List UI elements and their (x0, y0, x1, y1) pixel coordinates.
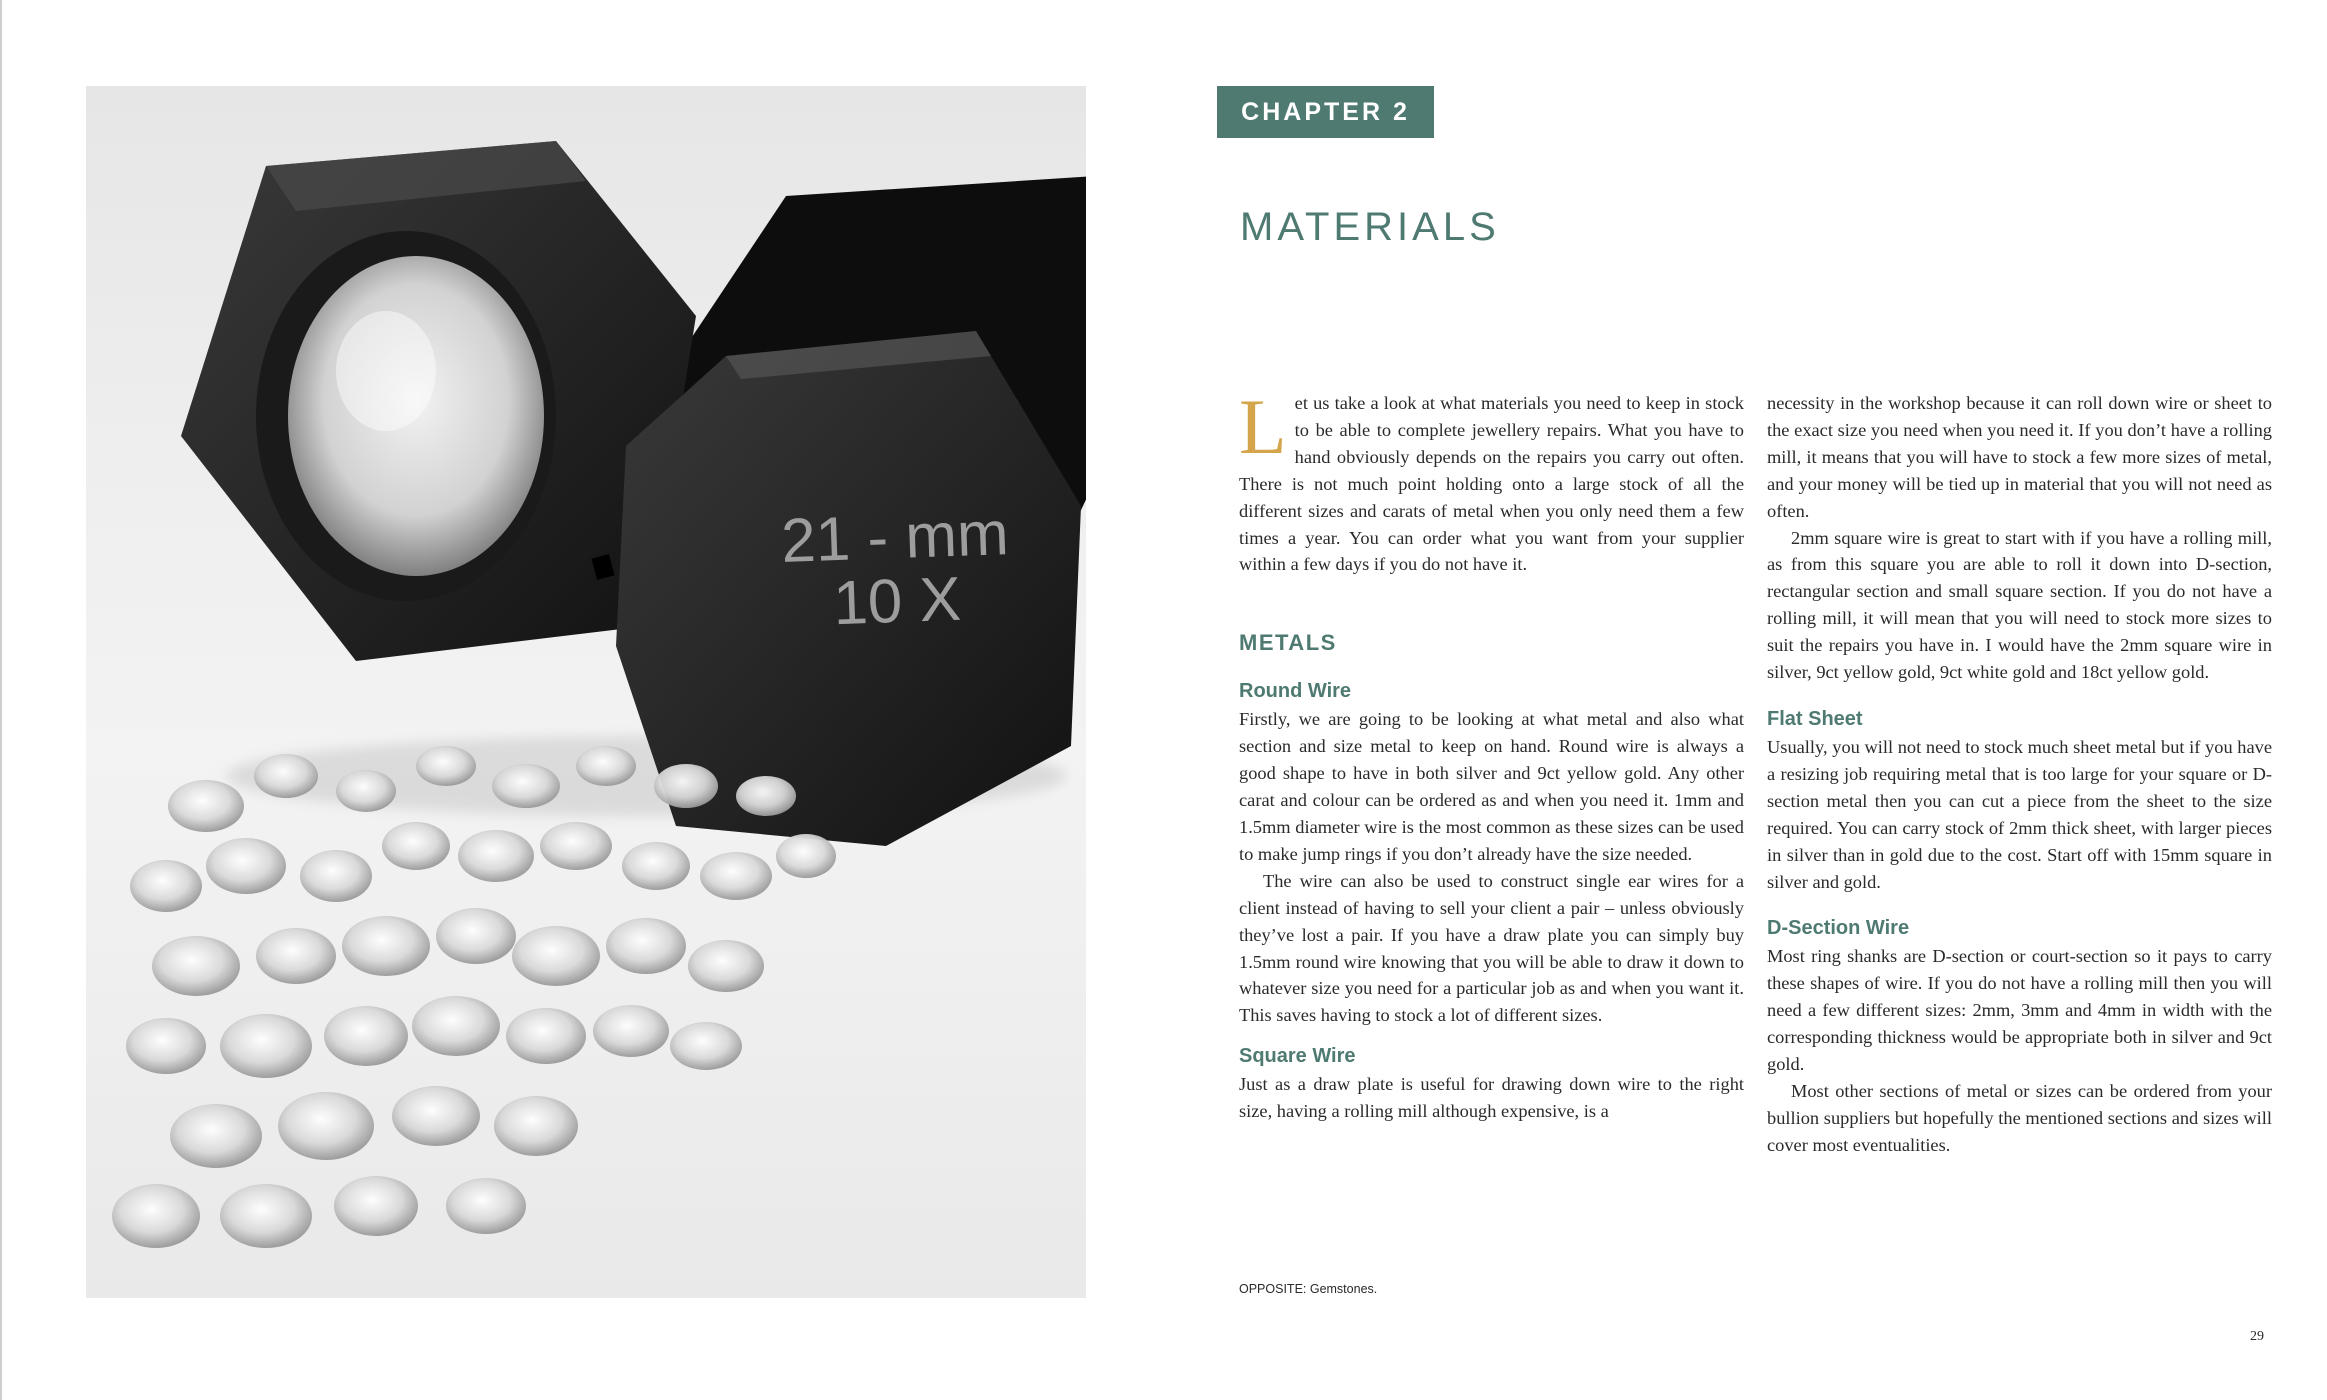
flat-sheet-heading: Flat Sheet (1767, 707, 1863, 730)
engraving-size: 21 - mm (780, 499, 1010, 576)
photo-caption: OPPOSITE: Gemstones. (1239, 1282, 1378, 1296)
drop-cap: L (1239, 383, 1287, 470)
engraving-magnification: 10 X (832, 564, 963, 639)
square-wire-heading: Square Wire (1239, 1045, 1356, 1068)
page-number: 29 (2250, 1329, 2264, 1344)
intro-paragraph (1239, 383, 1744, 578)
square-wire-paragraph-2: 2mm square wire is great to start with if you have a rolling mill, as from this square you are able to roll it down into D-section, rectangular section and small square section. If you do not have a rolling mill, it will mean that you will need to stock more sizes to suit the repairs you have in. I would have the 2mm square wire in silver, 9ct yellow gold, 9ct white gold and 18ct yellow gold. (1767, 527, 2272, 683)
metals-heading: METALS (1239, 630, 1337, 656)
square-wire-paragraph-1: Just as a draw plate is useful for drawing down wire to the right size, having a rolling mill although expensive, is a (1239, 1074, 1744, 1122)
d-section-paragraph-1: Most ring shanks are D-section or court-section so it pays to carry these shapes of wire. If you do not have a rolling mill then you will need a few different sizes: 2mm, 3mm and 4mm in width with the corresponding thickness would be appropriate both in silver and 9ct gold. (1767, 946, 2272, 1075)
loupe-engraving (724, 500, 1068, 640)
gemstones-photo (86, 86, 1086, 1298)
text-column-right (1767, 390, 2272, 1159)
round-wire-paragraph-2: The wire can also be used to construct single ear wires for a client instead of having to sell your client a pair – unless obviously they’ve lost a pair. If you have a draw plate you can simply buy 1.5mm round wire knowing that you will be able to draw it down to whatever size you need for a particular job as and when you want it. This saves having to stock a lot of different sizes. (1239, 870, 1744, 1026)
page-spine (0, 0, 2, 1400)
flat-sheet-paragraph: Usually, you will not need to stock much sheet metal but if you have a resizing job requiring metal that is too large for your square or D-section metal then you can cut a piece from the sheet to the size required. You can carry stock of 2mm thick sheet, with larger pieces in silver than in gold due to the cost. Start off with 15mm square in silver and gold. (1767, 736, 2272, 892)
intro-text: et us take a look at what materials you need to keep in stock to be able to complete jewellery repairs. What you have to hand obviously depends on the repairs you carry out often. There is not much point holding onto a large stock of all the different sizes and carats of metal when you only need them a few times a year. You can order what you want from your supplier within a few days if you do not have it. (1239, 393, 1744, 575)
loupe-and-gems-illustration (86, 86, 1086, 1298)
d-section-wire-heading: D-Section Wire (1767, 917, 1910, 940)
text-column-left (1239, 383, 1744, 1125)
square-wire-paragraph-1-continued: necessity in the workshop because it can roll down wire or sheet to the exact size you need when you need it. If you don’t have a rolling mill, it means that you will have to stock a few more sizes of metal, and your money will be tied up in material that you will not need as often. (1767, 393, 2272, 521)
round-wire-paragraph-1: Firstly, we are going to be looking at what metal and also what section and size metal to keep on hand. Round wire is always a good shape to have in both silver and 9ct yellow gold. Any other carat and colour can be ordered as and when you need it. 1mm and 1.5mm diameter wire is the most common as these sizes can be used to make jump rings if you don’t already have the size needed. (1239, 709, 1744, 864)
d-section-paragraph-2: Most other sections of metal or sizes can be ordered from your bullion suppliers but hopefully the mentioned sections and sizes will cover most eventualities. (1767, 1080, 2272, 1155)
chapter-badge: CHAPTER 2 (1217, 86, 1434, 138)
round-wire-heading: Round Wire (1239, 680, 1352, 703)
chapter-title: MATERIALS (1240, 205, 1500, 249)
lens-highlight (336, 311, 436, 431)
